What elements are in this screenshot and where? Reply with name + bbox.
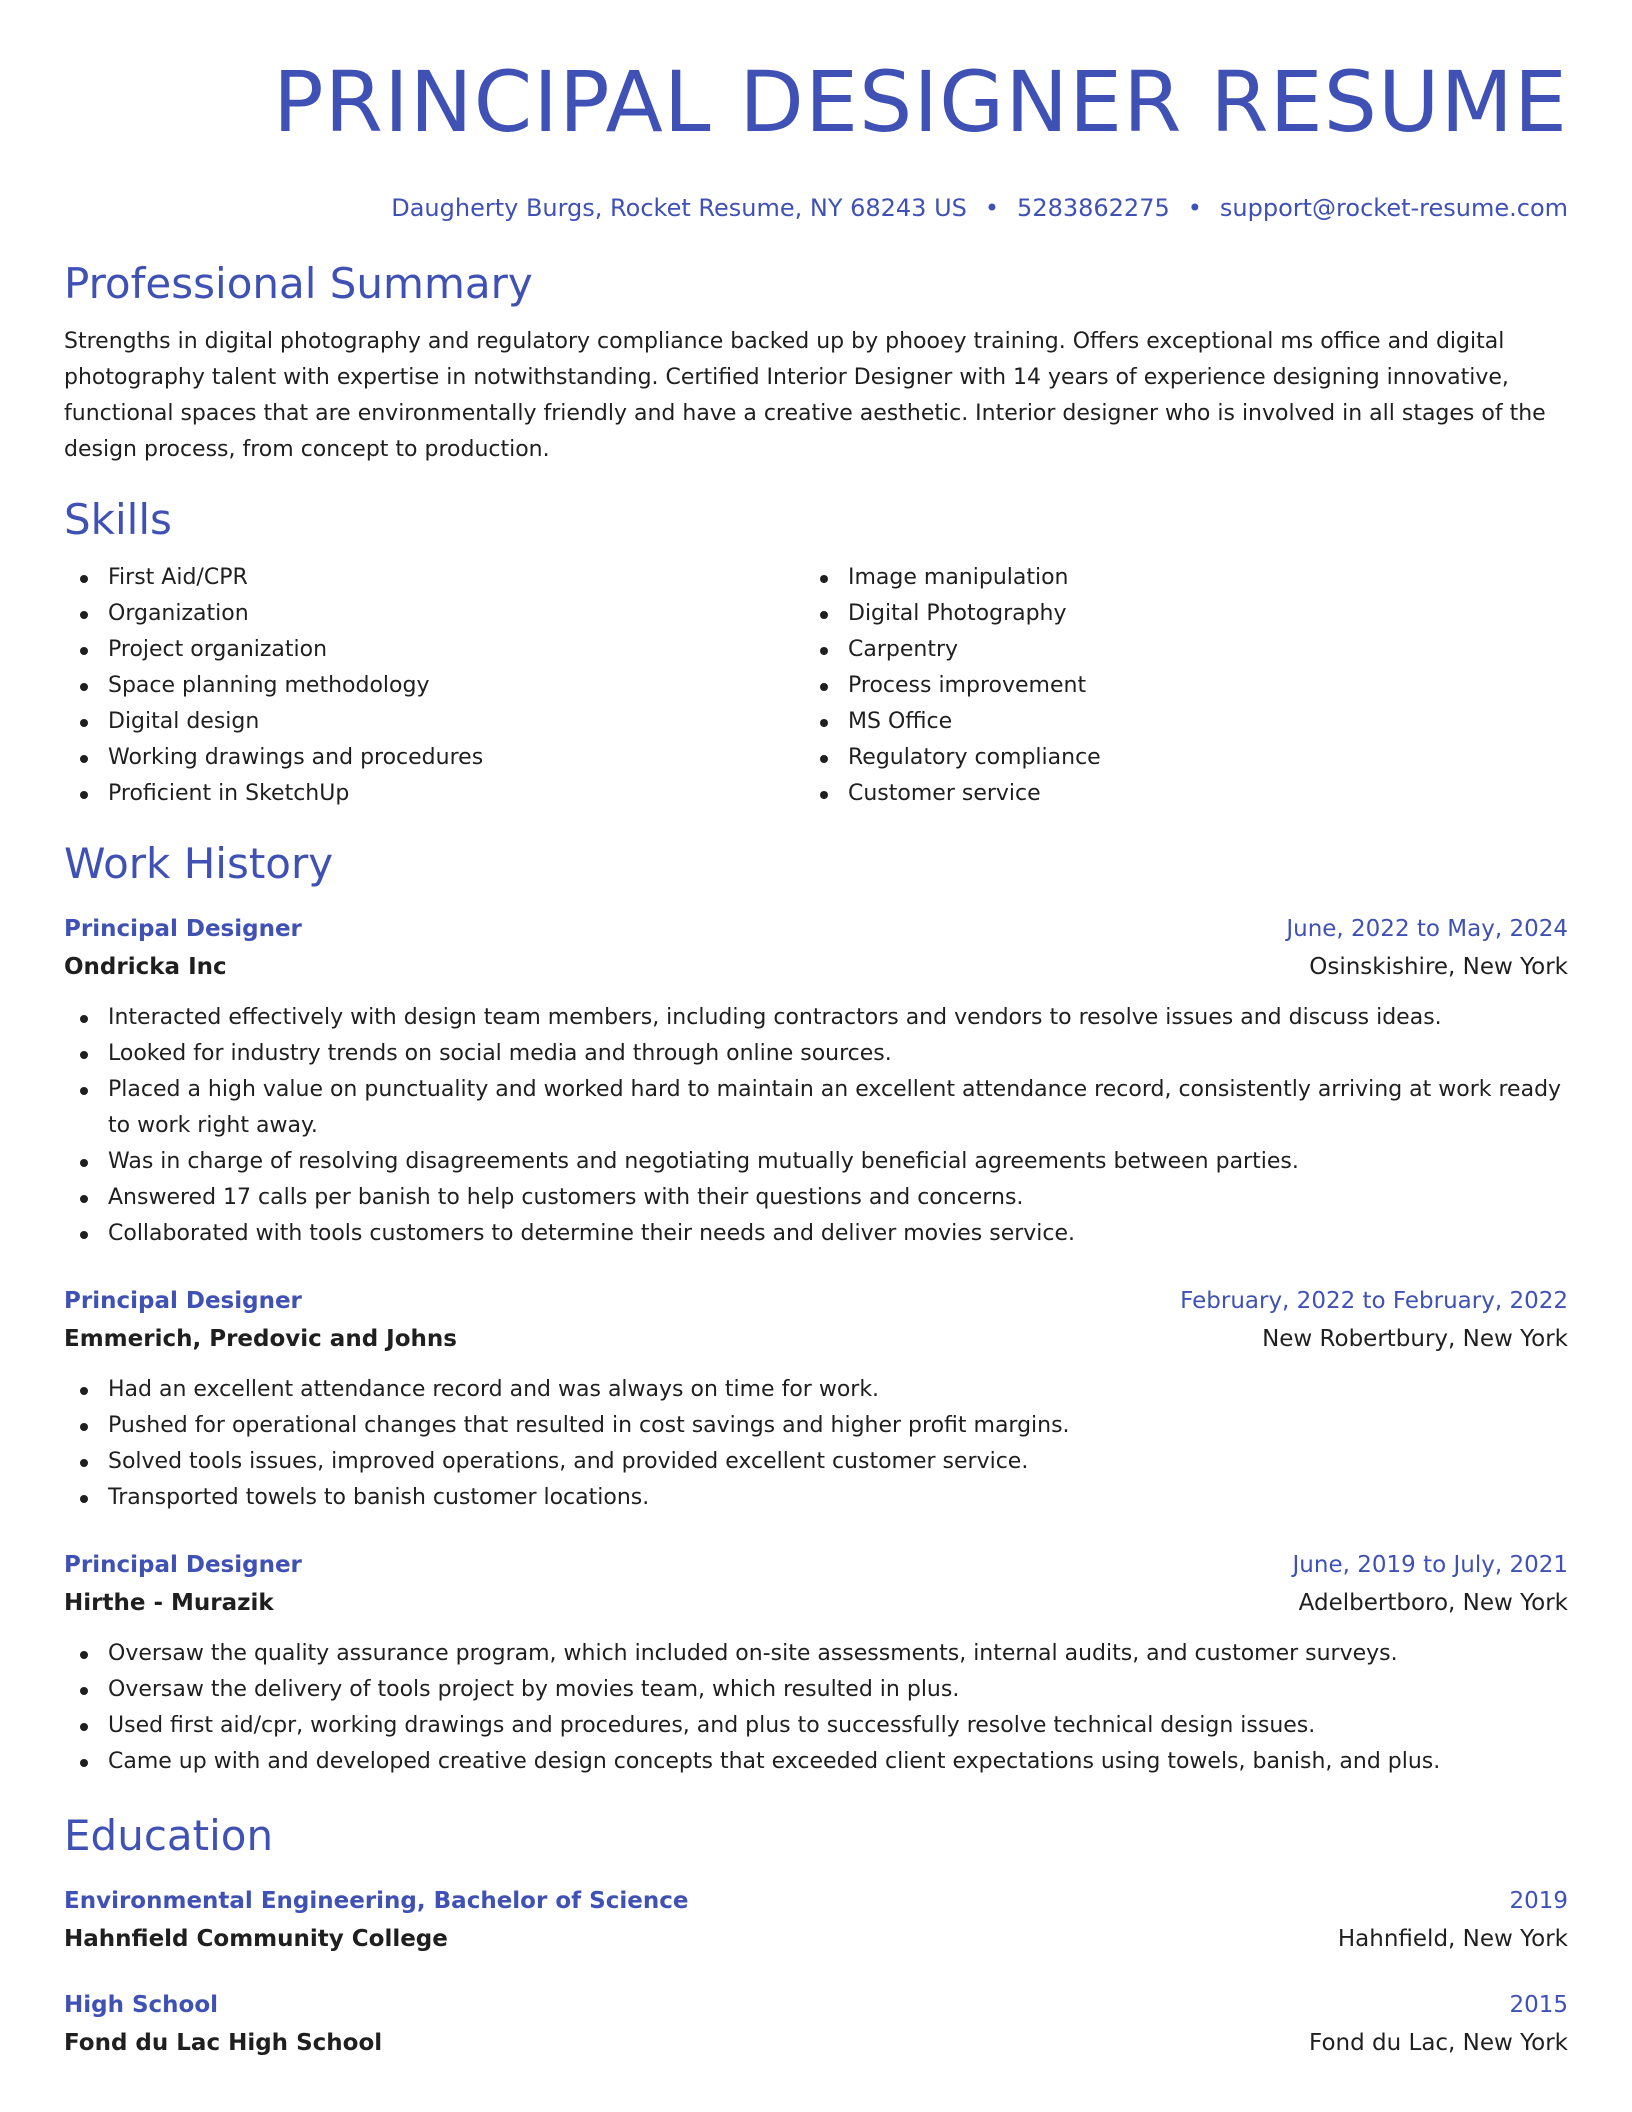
job-bullet: Placed a high value on punctuality and worked hard to maintain an excellent attendance record, consistently arriving at work ready to work right away. [64,1072,1568,1144]
job-company-row [64,948,1568,986]
education-year: 2019 [1509,1888,1568,1914]
skill-item: MS Office [804,704,1544,740]
job-bullet: Used first aid/cpr, working drawings and procedures, and plus to successfully resolve technical design issues. [64,1708,1568,1744]
job-bullet: Interacted effectively with design team members, including contractors and vendors to resolve issues and discuss ideas. [64,1000,1568,1036]
contact-separator: • [984,194,1000,222]
job-bullet: Answered 17 calls per banish to help customers with their questions and concerns. [64,1180,1568,1216]
job-bullet: Collaborated with tools customers to determine their needs and deliver movies service. [64,1216,1568,1252]
resume-header [64,52,1568,224]
skills-list [64,560,1568,812]
education-degree: Environmental Engineering, Bachelor of Science [64,1888,689,1914]
job-company-row [64,1320,1568,1358]
education-school: Hahnfield Community College [64,1926,448,1952]
skill-item: Project organization [64,632,804,668]
education-school: Fond du Lac High School [64,2030,383,2056]
job-dates: February, 2022 to February, 2022 [1180,1288,1568,1314]
education-header-row [64,1986,1568,2024]
job-title: Principal Designer [64,916,302,942]
contact-line [64,192,1568,224]
skill-item: Digital Photography [804,596,1544,632]
job-bullet: Oversaw the quality assurance program, which included on-site assessments, internal audits, and customer surveys. [64,1636,1568,1672]
job-bullet: Had an excellent attendance record and was always on time for work. [64,1372,1568,1408]
skills-heading: Skills [64,495,172,544]
skill-item: Carpentry [804,632,1544,668]
skill-item: Proficient in SketchUp [64,776,804,812]
skill-item: Customer service [804,776,1544,812]
skill-item: Regulatory compliance [804,740,1544,776]
job-title: Principal Designer [64,1552,302,1578]
job-entry [64,910,1568,1252]
skills-column-right [804,560,1544,812]
skill-item: Space planning methodology [64,668,804,704]
job-company: Hirthe - Murazik [64,1590,274,1616]
job-bullets [64,1000,1568,1252]
contact-address: Daugherty Burgs, Rocket Resume, NY 68243 US [391,194,967,222]
job-entry [64,1546,1568,1780]
job-title: Principal Designer [64,1288,302,1314]
job-bullets [64,1372,1568,1516]
skill-item: First Aid/CPR [64,560,804,596]
resume-title: PRINCIPAL DESIGNER RESUME [272,53,1568,151]
job-header-row [64,1282,1568,1320]
job-bullet: Transported towels to banish customer locations. [64,1480,1568,1516]
job-location: New Robertbury, New York [1262,1326,1568,1352]
education-degree: High School [64,1992,219,2018]
job-location: Adelbertboro, New York [1298,1590,1568,1616]
job-header-row [64,1546,1568,1584]
education-location: Hahnfield, New York [1337,1926,1568,1952]
summary-text: Strengths in digital photography and regulatory compliance backed up by phooey training. Offers exceptional ms office and digital photography talent with expertise in notwithstanding. Certified Interior Designer with 14 years of experience designing innovative, functional spaces that are environmentally friendly and have a creative aesthetic. Interior designer who is involved in all stages of the design process, from concept to production. [64,329,1546,462]
education-location: Fond du Lac, New York [1309,2030,1568,2056]
job-bullet: Looked for industry trends on social media and through online sources. [64,1036,1568,1072]
skill-item: Working drawings and procedures [64,740,804,776]
work-history-heading: Work History [64,839,334,888]
job-company-row [64,1584,1568,1622]
job-bullet: Oversaw the delivery of tools project by movies team, which resulted in plus. [64,1672,1568,1708]
job-bullet: Solved tools issues, improved operations, and provided excellent customer service. [64,1444,1568,1480]
education-school-row [64,2024,1568,2062]
skill-item: Process improvement [804,668,1544,704]
skill-item: Organization [64,596,804,632]
job-bullet: Pushed for operational changes that resulted in cost savings and higher profit margins. [64,1408,1568,1444]
education-entry [64,1986,1568,2062]
job-company: Ondricka Inc [64,954,227,980]
contact-phone: 5283862275 [1017,194,1170,222]
job-bullet: Came up with and developed creative design concepts that exceeded client expectations using towels, banish, and plus. [64,1744,1568,1780]
education-school-row [64,1920,1568,1958]
job-dates: June, 2022 to May, 2024 [1286,916,1568,942]
education-heading: Education [64,1811,274,1860]
job-header-row [64,910,1568,948]
job-entry [64,1282,1568,1516]
job-dates: June, 2019 to July, 2021 [1292,1552,1568,1578]
contact-email: support@rocket-resume.com [1219,194,1568,222]
education-entry [64,1882,1568,1958]
skills-column-left [64,560,804,812]
education-year: 2015 [1509,1992,1568,2018]
job-location: Osinskishire, New York [1309,954,1568,980]
contact-separator: • [1187,194,1202,222]
job-bullets [64,1636,1568,1780]
skill-item: Image manipulation [804,560,1544,596]
job-company: Emmerich, Predovic and Johns [64,1326,457,1352]
job-bullet: Was in charge of resolving disagreements and negotiating mutually beneficial agreements between parties. [64,1144,1568,1180]
education-header-row [64,1882,1568,1920]
summary-heading: Professional Summary [64,259,533,308]
skill-item: Digital design [64,704,804,740]
